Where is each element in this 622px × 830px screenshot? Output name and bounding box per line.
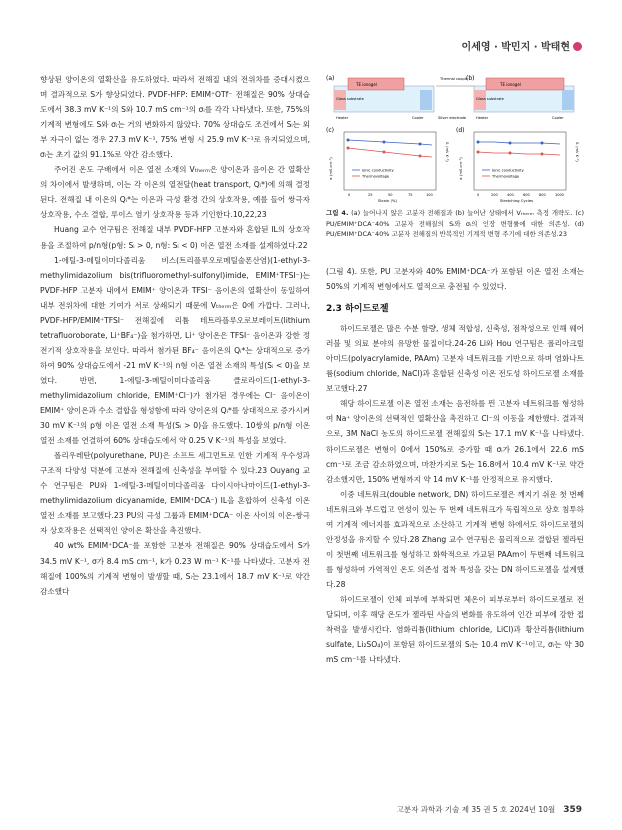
d-xtick: 800 xyxy=(539,193,546,197)
paragraph: 향상된 양이온의 열확산을 유도하였다. 따라서 전해질 내의 전위차를 증대시켰으며 결과적으로 S가 향상되었다. PVDF-HFP: EMIM⁺OTf⁻ 전해질은 90% 상대습도에서 38.3 mV K⁻¹의 S와 10.7 mS cm⁻¹의 σᵢ를 각각 나타냈다. 또한, 75%의 기계적 변형에도 S와 σᵢ는 거의 변화하지 않았다. 70% 상대습도 조건에서 Sᵢ는 외부 자극이 없는 경우 27.3 mV K⁻¹, 75% 변형 시 25.9 mV K⁻¹로 유지되었으며, σᵢ는 초기 값의 91.1%로 약간 감소했다. xyxy=(40,75,310,160)
section-title: 2.3 하이드로젤 xyxy=(326,304,389,315)
label-b: (b) xyxy=(466,75,475,82)
label-d: (d) xyxy=(456,127,465,134)
d-ylabel-left: σᵢ (mS cm⁻¹) xyxy=(459,157,463,180)
paragraph: 40 wt% EMIM⁺DCA⁻를 포함한 고분자 전해질은 90% 상대습도에서 S가 34.5 mV K⁻¹, σ가 8.4 mS cm⁻¹, k가 0.23 W m⁻¹ K⁻¹를 나타냈다. 고분자 전해질에 100%의 기계적 변형이 발생할 때, Sᵢ는 23.1에서 18.7 mV K⁻¹로 약간 감소했다 xyxy=(40,541,310,596)
flower-icon xyxy=(573,42,582,51)
caption-label: 그림 4. xyxy=(326,209,349,217)
a-heater-label: Heater xyxy=(336,116,349,120)
authors: 이세영 · 박민지 · 박태현 xyxy=(461,42,570,53)
b-gel-label: TE ionogel xyxy=(500,82,521,87)
paragraph: 주어진 온도 구배에서 이온 열전 소재의 Vₜₕₑᵣₘ은 양이온과 음이온 간 열확산의 차이에서 발생하며, 이는 각 이온의 열전달(heat transport, Qᵢ*)에 의해 결정된다. 전해질 내 이온의 Qᵢ*는 이온과 극성 환경 간의 상호작용, 예를 들어 쌍극자 상호작용, 수소 결합, 루이스 염기 상호작용 등과 기인한다.10,22,23 xyxy=(40,165,310,220)
caption-text: (a) 늘어나지 않은 고분자 전해질과 (b) 늘어난 상태에서 Vₜₕₑᵣₘ 측정 개략도. (c) PU/EMIM⁺DCA⁻40% 고분자 전해질의 Sᵢ와 σᵢ의 인장 변형률에 대한 의존성. (d) PU/EMIM⁺DCA⁻40% 고분자 전해질의 반복적인 기계적 변형 주기에 대한 의존성.23 xyxy=(326,209,584,238)
chart-d xyxy=(456,126,584,204)
c-xtick: 25 xyxy=(368,193,373,197)
c-xtick: 100 xyxy=(426,193,433,197)
d-xtick: 1000 xyxy=(555,193,564,197)
d-legend-2: Thermovoltage xyxy=(492,174,520,179)
c-ylabel-right: Sᵢ (mV K⁻¹) xyxy=(445,142,449,162)
b-glass-label: Glass substrate xyxy=(476,97,504,101)
c-ylabel-left: σᵢ (mS cm⁻¹) xyxy=(329,157,333,180)
b-heater-label: Heater xyxy=(476,116,489,120)
figure-4 xyxy=(326,72,584,264)
paragraph: 하이드로젤은 많은 수분 함량, 생체 적합성, 신축성, 점착성으로 인해 웨어러블 및 의료 분야의 유망한 물질이다.24-26 Li와 Hou 연구팀은 폴리아크릴아미드(polyacrylamide, PAAm) 고분자 네트워크를 기반으로 하며 염화나트륨(sodium chloride, NaCl)과 혼합된 신축성 이온 전도성 하이드로젤 소재를 보고했다.27 xyxy=(326,324,584,394)
panel-b xyxy=(474,78,574,112)
c-xtick: 75 xyxy=(408,193,413,197)
d-xtick: 200 xyxy=(491,193,498,197)
figure-caption xyxy=(326,208,584,240)
d-ylabel-right: Sᵢ (mV K⁻¹) xyxy=(575,142,579,162)
a-gel-label: TE ionogel xyxy=(356,82,377,87)
left-column xyxy=(40,72,310,599)
panel-a xyxy=(334,78,434,112)
chart-c xyxy=(326,126,454,204)
silver-label: Silver electrode xyxy=(438,116,467,120)
d-xtick: 0 xyxy=(477,193,480,197)
d-legend-1: Ionic conductivity xyxy=(492,168,524,173)
c-xtick: 50 xyxy=(388,193,393,197)
paragraph: 이중 네트워크(double network, DN) 하이드로젤은 깨지기 쉬운 첫 번째 네트워크와 부드럽고 연성이 있는 두 번째 네트워크가 독립적으로 상호 침투하여 기계적 에너지를 효과적으로 소산하고 기계적 변형 하에서도 하이드로젤의 안정성을 유지할 수 있다.28 Zhang 교수 연구팀은 물리적으로 결합된 젤라틴이 첫번째 네트워크를 형성하고 화학적으로 가교된 PAAm이 두번째 네트워크를 형성하여 가역적인 온도 의존성 접착 특성을 갖는 DN 하이드로젤을 설계했다.28 xyxy=(326,489,584,589)
paragraph: 하이드로젤이 인체 피부에 부착되면 체온이 피부로부터 하이드로젤로 전달되며, 이후 해당 온도가 젤라틴 사슬의 변화를 유도하여 인간 피부에 강한 접착력을 발생시킨다. 염화리튬(lithium chloride, LiCl)과 황산리튬(lithium sulfate, Li₂SO₄)이 포함된 하이드로젤의 Sᵢ는 10.4 mV K⁻¹이고, σᵢ는 약 30 mS cm⁻¹를 나타냈다. xyxy=(326,594,584,665)
paragraph: 해당 하이드로젤 이온 열전 소재는 음전하를 띈 고분자 네트워크를 형성하여 Na⁺ 양이온의 선택적인 열확산을 촉진하고 Cl⁻의 이동을 제한했다. 결과적으로, 3M NaCl 농도의 하이드로젤 전해질의 Sᵢ는 17.1 mV K⁻¹을 나타냈다. 하이드로젤은 변형이 0에서 150%로 증가할 때 σᵢ가 26.1에서 22.6 mS cm⁻¹로 조금 감소하였으며, 마찬가지로 Sᵢ는 16.8에서 10.4 mV K⁻¹로 약간 감소했지만, 150% 변형까지 약 14 mV K⁻¹를 안정적으로 유지했다. xyxy=(326,399,584,484)
a-cooler-label: Cooler xyxy=(412,116,424,120)
label-a: (a) xyxy=(326,75,335,82)
schematic xyxy=(326,72,584,122)
d-xlabel: Stretching Cycles xyxy=(500,198,534,203)
b-cooler-label: Cooler xyxy=(552,116,564,120)
thermo-label: Thermal couple xyxy=(440,77,468,81)
right-column xyxy=(326,72,584,667)
running-footer xyxy=(397,804,582,815)
c-xlabel: Strain (%) xyxy=(378,198,398,203)
a-glass-label: Glass substrate xyxy=(336,97,364,101)
running-header xyxy=(462,38,582,53)
paragraph: Huang 교수 연구팀은 전해질 내부 PVDF-HFP 고분자와 혼합된 IL의 상호작용을 조절하여 p/n형(p형: Sᵢ > 0, n형: Sᵢ < 0) 이온 열전 소재를 설계하였다.22 xyxy=(40,225,310,250)
journal-info: 고분자 과학과 기술 제 35 권 5 호 2024년 10월 xyxy=(396,805,556,814)
c-xtick: 0 xyxy=(348,193,351,197)
label-c: (c) xyxy=(326,127,334,134)
paragraph: (그림 4). 또한, PU 고분자와 40% EMIM⁺DCA⁻가 포함된 이온 열전 소재는 50%의 기계적 변형에서도 열적으로 충전될 수 있었다. xyxy=(326,267,584,292)
c-legend-1: Ionic conductivity xyxy=(362,168,394,173)
d-xtick: 400 xyxy=(507,193,514,197)
paragraph: 폴리우레탄(polyurethane, PU)은 소프트 세그먼트로 인한 기계적 우수성과 구조적 다양성 덕분에 고분자 전해질에 신축성을 부여할 수 있다.23 Ouyang 교수 연구팀은 PU와 1-에틸-3-메틸이미다졸리움 다이시아나마이드(1-ethyl-3-methylimidazolium dicyanamide, EMIM⁺DCA⁻) IL을 혼합하여 신축성 이온 열전 소재를 보고했다.23 PU의 극성 그룹과 EMIM⁺DCA⁻ 이온 사이의 이온-쌍극자 상호작용은 선택적인 양이온 확산을 촉진했다. xyxy=(40,451,310,536)
d-xtick: 600 xyxy=(523,193,530,197)
c-legend-2: Thermovoltage xyxy=(362,174,390,179)
paragraph: 1-에틸-3-메틸이미다졸리움 비스(트리플루오로메틸술폰산염)(1-ethyl-3-methylimidazolium bis(trifluoromethyl-sulfonyl)imide, EMIM⁺TFSI⁻)는 PVDF-HFP 고분자 내에서 EMIM⁺ 양이온과 TFSI⁻ 음이온의 열확산이 동일하여 내부 전위차에 대한 기여가 서로 상쇄되기 때문에 Vₜₕₑᵣₘ은 0에 가깝다. 그러나, PVDF-HFP/EMIM⁺TFSI⁻ 전해질에 리튬 테트라플루오로보레이트(lithium tetrafluoroborate, Li⁺BF₄⁻)을 첨가하면, Li⁺ 양이온은 TFSI⁻ 음이온과 강한 정전기적 상호작용을 보인다. 따라서 첨가된 BF₄⁻ 음이온의 Qᵢ*는 상대적으로 증가하여 90% 상대습도에서 -21 mV K⁻¹의 n형 이온 열전 소재의 특성(Sᵢ < 0)을 보였다. 반면, 1-에틸-3-메틸이미다졸리움 클로라이드(1-ethyl-3-methylimidazolium chloride, EMIM⁺Cl⁻)가 첨가된 경우에는 Cl⁻ 음이온이 EMIM⁺ 양이온과 수소 결합을 형성함에 따라 양이온의 Qᵢ*를 상대적으로 증가시켜 30 mV K⁻¹의 p형 이온 열전 소재 특성(Sᵢ > 0)을 유도했다. 10쌍의 p/n형 이온 열전 소재를 연결하여 60% 상대습도에서 약 0.25 V K⁻¹의 특성을 보였다. xyxy=(40,255,310,446)
page-number: 359 xyxy=(563,805,582,815)
